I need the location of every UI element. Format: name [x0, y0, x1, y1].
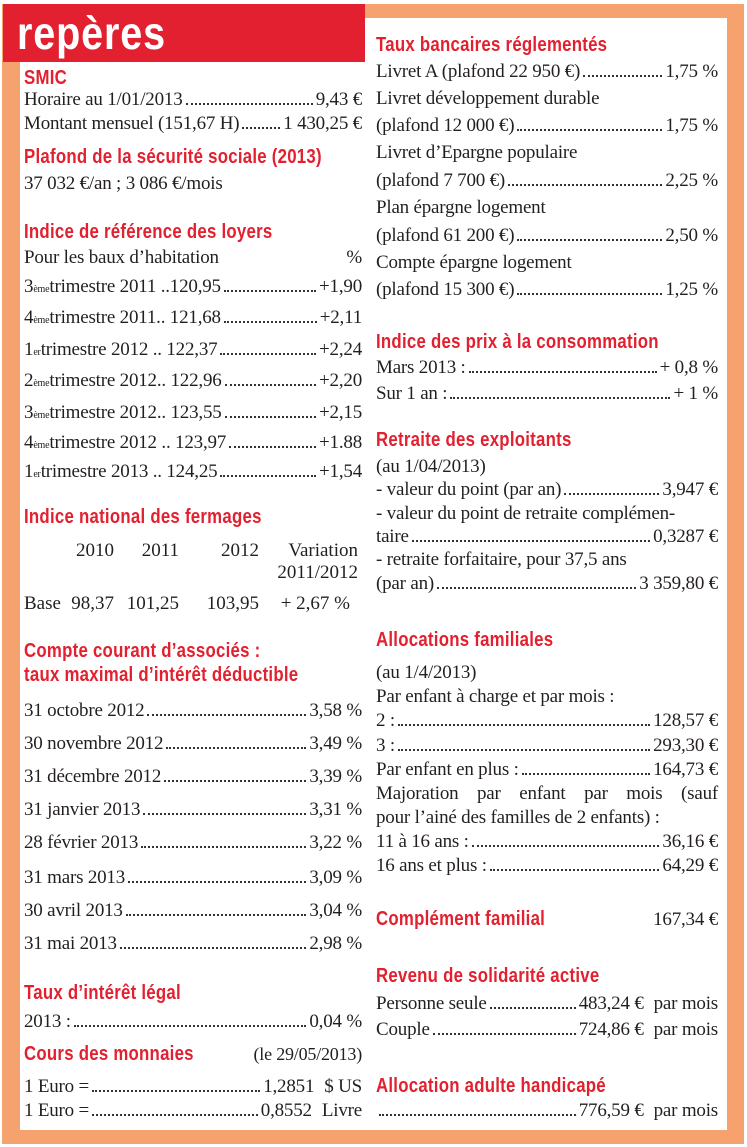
line-label: trimestre 2012 .. 123,97 — [49, 432, 227, 453]
dot-leader — [164, 780, 306, 782]
line-value: 3,04 % — [309, 900, 362, 921]
line-text: (au 1/04/2013) — [376, 456, 486, 477]
dot-leader — [469, 371, 657, 373]
line-text: 37 032 €/an ; 3 086 €/mois — [24, 173, 223, 194]
data-line — [376, 1018, 718, 1042]
heading-text: Indice national des fermages — [24, 506, 262, 528]
data-line — [24, 172, 362, 196]
dot-leader — [74, 1025, 307, 1027]
line-suffix: par mois — [653, 1019, 718, 1040]
data-line — [376, 455, 718, 479]
line-value: 483,24 € — [578, 993, 644, 1014]
dot-leader — [120, 947, 307, 949]
heading-text: Allocations familiales — [376, 629, 554, 651]
line-label: 31 janvier 2013 — [24, 799, 141, 820]
heading-text: Plafond de la sécurité sociale (2013) — [24, 146, 322, 168]
line-label: Par enfant en plus : — [376, 759, 519, 780]
line-text: Par enfant à charge et par mois : — [376, 686, 615, 707]
line-label: Sur 1 an : — [376, 383, 448, 404]
heading-text: Indice de référence des loyers — [24, 221, 273, 243]
page-title: repères — [17, 7, 166, 59]
section-heading — [376, 428, 718, 452]
data-line — [376, 709, 718, 733]
line-label: trimestre 2011 ..120,95 — [49, 276, 221, 297]
heading-text: Taux bancaires réglementés — [376, 34, 608, 56]
line-value: 2,50 % — [665, 225, 718, 246]
section-heading — [24, 145, 362, 169]
line-suffix: par mois — [653, 993, 718, 1014]
dot-leader — [517, 239, 662, 241]
line-value: 128,57 € — [653, 710, 718, 731]
heading-text: Indice des prix à la consommation — [376, 331, 659, 353]
heading-text: Taux d’intérêt légal — [24, 982, 181, 1004]
ordinal: 1 — [24, 339, 34, 360]
unit-label: % — [346, 247, 362, 268]
line-label: trimestre 2012.. 122,96 — [49, 370, 222, 391]
ordinal: 3 — [24, 276, 34, 297]
line-value: 1,25 % — [665, 279, 718, 300]
line-value: 3,09 % — [309, 867, 362, 888]
irl-row — [24, 306, 362, 330]
line-value: 724,86 € — [578, 1019, 644, 1040]
cell: 101,25 — [126, 593, 179, 614]
heading-text: Cours des monnaies — [24, 1043, 194, 1065]
dot-leader — [186, 103, 313, 105]
dot-leader — [128, 881, 306, 883]
data-line — [24, 899, 362, 923]
line-label: 16 ans et plus : — [376, 855, 487, 876]
line-value: 167,34 € — [653, 909, 718, 930]
data-line — [24, 112, 362, 136]
dot-leader — [398, 749, 650, 751]
section-heading — [376, 33, 718, 57]
rate-date: (le 29/05/2013) — [253, 1044, 362, 1064]
ordinal-suffix: ème — [33, 378, 50, 389]
line-value: +1,90 — [319, 276, 362, 297]
ordinal-suffix: er — [33, 469, 41, 480]
dot-leader — [522, 773, 650, 775]
data-line — [24, 699, 362, 723]
line-label: (plafond 7 700 €) — [376, 170, 506, 191]
line-suffix: Livre — [321, 1100, 362, 1121]
data-line — [376, 854, 718, 878]
ordinal-suffix: ème — [33, 284, 50, 295]
line-label: (plafond 12 000 €) — [376, 115, 515, 136]
line-value: 3,58 % — [309, 700, 362, 721]
data-line — [24, 866, 362, 890]
line-value: 3,31 % — [309, 799, 362, 820]
data-line — [376, 806, 718, 830]
ordinal: 4 — [24, 307, 34, 328]
line-text: Majoration par enfant par mois (sauf — [376, 783, 718, 804]
heading-text: Allocation adulte handicapé — [376, 1075, 606, 1097]
heading-text: Retraite des exploitants — [376, 429, 572, 451]
line-label: (plafond 61 200 €) — [376, 225, 515, 246]
section-heading — [24, 505, 362, 529]
line-value: 164,73 € — [653, 759, 718, 780]
line-value: 0,8552 — [260, 1100, 312, 1121]
dot-leader — [508, 184, 662, 186]
line-label: 11 à 16 ans : — [376, 831, 469, 852]
line-value: 2,25 % — [665, 170, 718, 191]
line-label: 2013 : — [24, 1011, 71, 1032]
ordinal: 3 — [24, 402, 34, 423]
dot-leader — [564, 493, 659, 495]
line-label: Livret A (plafond 22 950 €) — [376, 61, 581, 82]
col-header: 2011 — [141, 540, 179, 561]
line-value: 3 359,80 € — [639, 573, 718, 594]
heading-text: Complément familial — [376, 908, 546, 930]
col-header: 2011/2012 — [277, 562, 358, 583]
dot-leader — [490, 869, 660, 871]
line-suffix: par mois — [653, 1100, 718, 1121]
line-label: 1 Euro = — [24, 1076, 90, 1097]
data-line — [376, 169, 718, 193]
data-line — [376, 224, 718, 248]
dot-leader — [225, 416, 316, 418]
irl-row — [24, 431, 362, 455]
dot-leader — [224, 290, 316, 292]
ordinal-suffix: ème — [33, 315, 50, 326]
line-suffix: $ US — [324, 1076, 362, 1097]
line-label: 1 Euro = — [24, 1100, 90, 1121]
data-line — [24, 1010, 362, 1034]
line-value: +2,15 — [319, 402, 362, 423]
section-heading — [376, 1074, 718, 1098]
line-value: + 1 % — [673, 383, 718, 404]
irl-row — [24, 460, 362, 484]
line-text: Compte épargne logement — [376, 252, 572, 273]
dot-leader — [433, 1033, 576, 1035]
line-label: 28 février 2013 — [24, 832, 139, 853]
data-line — [376, 572, 718, 596]
line-label: trimestre 2012.. 123,55 — [49, 402, 222, 423]
dot-leader — [220, 475, 316, 477]
irl-row — [24, 338, 362, 362]
line-text: pour l’ainé des familles de 2 enfants) : — [376, 807, 660, 828]
line-value: 3,49 % — [309, 733, 362, 754]
cell: 98,37 — [71, 593, 114, 614]
line-label: Personne seule — [376, 993, 487, 1014]
section-heading — [24, 220, 362, 244]
data-line — [24, 932, 362, 956]
section-heading — [24, 1042, 362, 1066]
dot-leader — [225, 384, 316, 386]
data-line — [376, 278, 718, 302]
dot-leader — [224, 321, 317, 323]
line-text: (au 1/4/2013) — [376, 662, 477, 683]
data-line — [24, 1099, 362, 1123]
line-text: Pour les baux d’habitation — [24, 247, 219, 268]
line-label: trimestre 2011.. 121,68 — [49, 307, 221, 328]
irl-row — [24, 369, 362, 393]
line-value: 0,04 % — [309, 1011, 362, 1032]
line-label: 2 : — [376, 710, 395, 731]
ordinal-suffix: er — [33, 347, 41, 358]
ordinal: 4 — [24, 432, 34, 453]
line-label: - valeur du point (par an) — [376, 479, 562, 500]
line-text: Plan épargne logement — [376, 197, 546, 218]
line-text: Livret d’Epargne populaire — [376, 142, 578, 163]
line-value: 3,947 € — [662, 479, 718, 500]
data-line — [376, 661, 718, 685]
line-value: 0,3287 € — [653, 526, 718, 547]
dot-leader — [398, 724, 650, 726]
data-line — [24, 798, 362, 822]
line-label: Couple — [376, 1019, 430, 1040]
line-value: 293,30 € — [653, 735, 718, 756]
line-text: - valeur du point de retraite complémen- — [376, 503, 676, 524]
line-value: 3,39 % — [309, 766, 362, 787]
cell: + 2,67 % — [280, 593, 350, 614]
data-line — [24, 246, 362, 270]
line-value: +1.88 — [319, 432, 362, 453]
data-line — [24, 765, 362, 789]
data-line — [24, 88, 362, 112]
ordinal-suffix: ème — [33, 410, 50, 421]
line-value: 1,75 % — [665, 61, 718, 82]
dot-leader — [141, 846, 306, 848]
heading-text: SMIC — [24, 67, 68, 89]
line-value: +2,20 — [319, 370, 362, 391]
dot-leader — [229, 446, 316, 448]
section-heading — [24, 663, 362, 687]
section-heading — [24, 639, 362, 663]
data-line — [376, 525, 718, 549]
dot-leader — [92, 1090, 260, 1092]
data-line — [376, 87, 718, 111]
line-value: + 0,8 % — [659, 357, 718, 378]
line-value: 1,75 % — [665, 115, 718, 136]
data-line — [376, 356, 718, 380]
line-value: +1,54 — [319, 461, 362, 482]
col-header: Variation — [288, 540, 358, 561]
line-value: 36,16 € — [662, 831, 718, 852]
dot-leader — [583, 75, 662, 77]
data-line — [376, 382, 718, 406]
line-label: trimestre 2013 .. 124,25 — [40, 461, 218, 482]
data-line — [24, 732, 362, 756]
data-line — [24, 1075, 362, 1099]
line-label: 31 mars 2013 — [24, 867, 126, 888]
heading-text: Revenu de solidarité active — [376, 965, 600, 987]
data-line — [376, 685, 718, 709]
line-value: 2,98 % — [309, 933, 362, 954]
line-label: taire — [376, 526, 409, 547]
line-label: Mars 2013 : — [376, 357, 466, 378]
line-label: 31 octobre 2012 — [24, 700, 145, 721]
ordinal: 1 — [24, 461, 34, 482]
section-heading — [24, 66, 362, 90]
line-label: Horaire au 1/01/2013 — [24, 89, 183, 110]
data-line — [376, 758, 718, 782]
ordinal-suffix: ème — [33, 440, 50, 451]
data-line — [376, 251, 718, 275]
data-line — [376, 196, 718, 220]
heading-text: Compte courant d’associés : — [24, 640, 261, 662]
line-value: 1 430,25 € — [283, 113, 362, 134]
line-value: 64,29 € — [662, 855, 718, 876]
dot-leader — [379, 1114, 576, 1116]
section-heading — [376, 907, 718, 931]
dot-leader — [126, 914, 307, 916]
data-line — [376, 782, 718, 806]
data-line — [376, 548, 718, 572]
line-label: 31 décembre 2012 — [24, 766, 162, 787]
dot-leader — [220, 353, 316, 355]
col-header: 2010 — [76, 540, 114, 561]
data-line — [376, 141, 718, 165]
dot-leader — [242, 127, 280, 129]
data-line — [376, 830, 718, 854]
dot-leader — [412, 540, 650, 542]
dot-leader — [147, 714, 306, 716]
data-line — [376, 60, 718, 84]
row-label: Base — [24, 593, 61, 614]
data-line — [376, 1099, 718, 1123]
line-text: - retraite forfaitaire, pour 37,5 ans — [376, 549, 627, 570]
line-label: 31 mai 2013 — [24, 933, 117, 954]
data-line — [376, 734, 718, 758]
line-label: 3 : — [376, 735, 395, 756]
irl-row — [24, 401, 362, 425]
dot-leader — [166, 747, 306, 749]
line-label: (plafond 15 300 €) — [376, 279, 515, 300]
line-label: trimestre 2012 .. 122,37 — [40, 339, 218, 360]
dot-leader — [143, 813, 306, 815]
data-line — [376, 502, 718, 526]
line-label: 30 avril 2013 — [24, 900, 123, 921]
line-value: +2,11 — [319, 307, 362, 328]
data-line — [376, 992, 718, 1016]
irl-row — [24, 275, 362, 299]
line-label: 30 novembre 2012 — [24, 733, 164, 754]
line-label: (par an) — [376, 573, 434, 594]
dot-leader — [437, 587, 636, 589]
section-heading — [376, 628, 718, 652]
cell: 103,95 — [206, 593, 259, 614]
dot-leader — [450, 397, 670, 399]
heading-text: taux maximal d’intérêt déductible — [24, 664, 299, 686]
line-value: 776,59 € — [578, 1100, 644, 1121]
dot-leader — [490, 1007, 576, 1009]
section-heading — [24, 981, 362, 1005]
line-value: 9,43 € — [315, 89, 362, 110]
dot-leader — [472, 845, 660, 847]
section-heading — [376, 964, 718, 988]
line-value: +2,24 — [319, 339, 362, 360]
dot-leader — [92, 1114, 258, 1116]
ordinal: 2 — [24, 370, 34, 391]
line-label: Montant mensuel (151,67 H) — [24, 113, 240, 134]
line-value: 1,2851 — [263, 1076, 315, 1097]
dot-leader — [517, 129, 662, 131]
line-value: 3,22 % — [309, 832, 362, 853]
data-line — [376, 114, 718, 138]
header-banner — [3, 4, 365, 62]
line-text: Livret développement durable — [376, 88, 600, 109]
data-line — [24, 831, 362, 855]
col-header: 2012 — [221, 540, 259, 561]
data-line — [376, 478, 718, 502]
dot-leader — [517, 293, 662, 295]
section-heading — [376, 330, 718, 354]
